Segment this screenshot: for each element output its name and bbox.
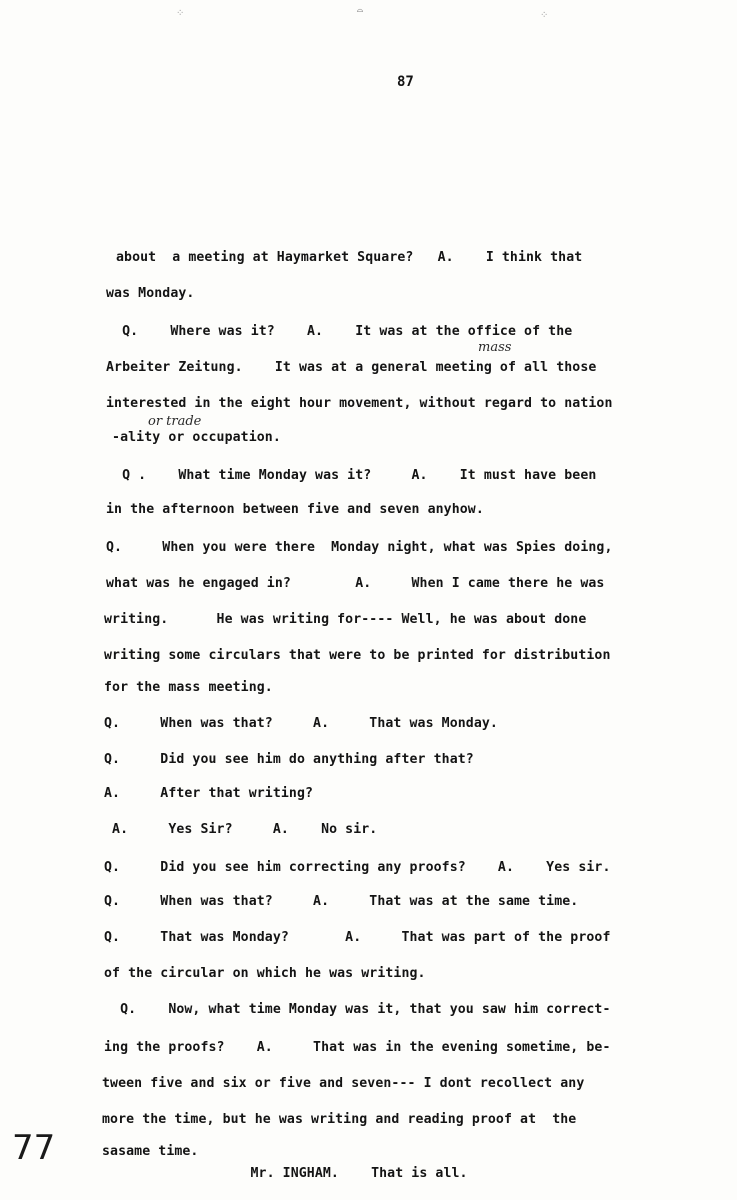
transcript-line: Q. Where was it? A. It was at the office of the <box>106 324 573 339</box>
scan-speck: ⁘ <box>176 8 185 19</box>
transcript-line: interested in the eight hour movement, without regard to nation <box>106 396 613 411</box>
transcript-line: -ality or occupation. <box>104 430 281 445</box>
transcript-line: more the time, but he was writing and reading proof at the <box>102 1112 577 1127</box>
transcript-line: was Monday. <box>106 286 195 301</box>
handwritten-annotation-or-trade: or trade <box>148 414 202 429</box>
transcript-line: Q. When was that? A. That was at the same time. <box>104 894 579 909</box>
transcript-line: ing the proofs? A. That was in the evening sometime, be- <box>104 1040 611 1055</box>
transcript-line: tween five and six or five and seven--- I dont recollect any <box>102 1076 585 1091</box>
transcript-line: in the afternoon between five and seven anyhow. <box>106 502 484 517</box>
transcript-line: of the circular on which he was writing. <box>104 966 426 981</box>
transcript-line: A. Yes Sir? A. No sir. <box>104 822 378 837</box>
transcript-line: writing some circulars that were to be printed for distribution <box>104 648 611 663</box>
transcript-line: Q. When was that? A. That was Monday. <box>104 716 498 731</box>
transcript-line: what was he engaged in? A. When I came there he was <box>106 576 605 591</box>
transcript-line: A. After that writing? <box>104 786 314 801</box>
transcript-line: Q. When you were there Monday night, what was Spies doing, <box>106 540 613 555</box>
transcript-line: about a meeting at Haymarket Square? A. I think that <box>116 250 583 265</box>
page-number: 87 <box>397 74 414 90</box>
transcript-line: Q. That was Monday? A. That was part of the proof <box>104 930 611 945</box>
transcript-line: Q. Did you see him do anything after that? <box>104 752 474 767</box>
scan-speck: ⌓ <box>357 6 364 17</box>
transcript-line: sasame time. <box>102 1144 199 1159</box>
transcript-line: Arbeiter Zeitung. It was at a general meeting of all those <box>106 360 597 375</box>
transcript-line: writing. He was writing for---- Well, he was about done <box>104 612 587 627</box>
transcript-line: Q. Did you see him correcting any proofs? A. Yes sir. <box>104 860 611 875</box>
handwritten-annotation-mass: mass <box>478 340 512 355</box>
transcript-line: Q . What time Monday was it? A. It must have been <box>106 468 597 483</box>
transcript-line: Q. Now, what time Monday was it, that you saw him correct- <box>104 1002 611 1017</box>
margin-page-note: 77 <box>12 1128 56 1168</box>
scan-speck: ⁘ <box>540 10 549 21</box>
transcript-line: for the mass meeting. <box>104 680 273 695</box>
transcript-line: Mr. INGHAM. That is all. <box>146 1166 468 1181</box>
